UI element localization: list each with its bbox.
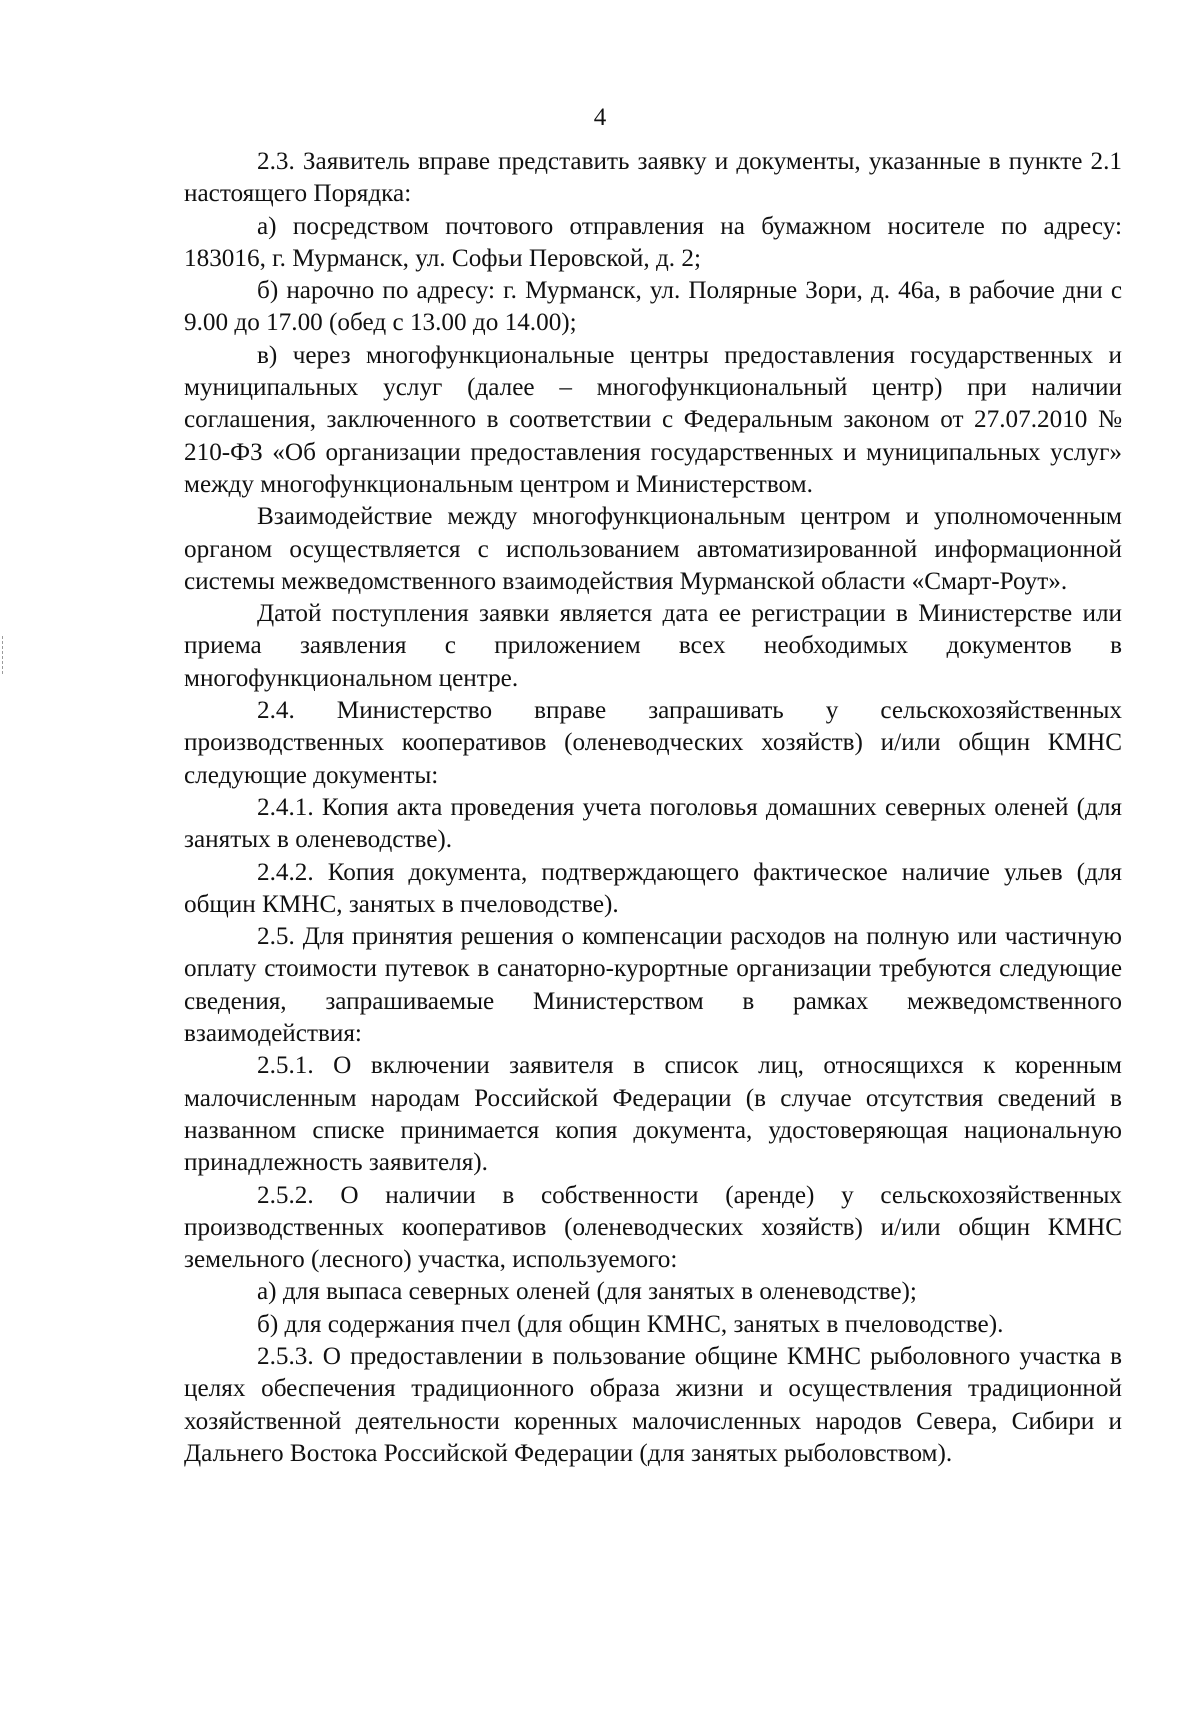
paragraph-interaction: Взаимодействие между многофункциональным центром и уполномоченным органом осуществляется с использованием автоматизированной информационной системы межведомственного взаимодействия Мурманской области «Смарт-Роут». [184,503,1122,595]
paragraph-2-4: 2.4. Министерство вправе запрашивать у сельскохозяйственных производственных кооперативов (оленеводческих хозяйств) и/или общин КМНС следующие документы: [184,697,1122,789]
paragraph-2-4-1: 2.4.1. Копия акта проведения учета поголовья домашних северных оленей (для занятых в оленеводстве). [184,793,1122,854]
paragraph-2-5: 2.5. Для принятия решения о компенсации расходов на полную или частичную оплату стоимости путевок в санаторно-курортные организации требуются следующие сведения, запрашиваемые Министерством в рамках межведомственного взаимодействия: [184,923,1122,1048]
paragraph-2-3-a: а) посредством почтового отправления на бумажном носителе по адресу: 183016, г. Мурманск, ул. Софьи Перовской, д. 2; [184,212,1122,272]
paragraph-2-5-2-b: б) для содержания пчел (для общин КМНС, занятых в пчеловодстве). [257,1310,1004,1338]
paragraph-2-5-2: 2.5.2. О наличии в собственности (аренде) у сельскохозяйственных производственных кооперативов (оленеводческих хозяйств) и/или общин КМНС земельного (лесного) участка, используемого: [184,1181,1122,1274]
paragraph-2-4-2: 2.4.2. Копия документа, подтверждающего фактическое наличие ульев (для общин КМНС, занятых в пчеловодстве). [184,858,1122,918]
paragraph-2-3-v: в) через многофункциональные центры предоставления государственных и муниципальных услуг (далее – многофункциональный центр) при наличии соглашения, заключенного в соответствии с Федеральным законом от 27.07.2010 № 210-ФЗ «Об организации предоставления государственных и муниципальных услуг» между многофункциональным центром и Министерством. [184,341,1122,498]
paragraph-2-5-3: 2.5.3. О предоставлении в пользование общине КМНС рыболовного участка в целях обеспечения традиционного образа жизни и осуществления традиционной хозяйственной деятельности коренных малочисленных народов Севера, Сибири и Дальнего Востока Российской Федерации (для занятых рыболовством). [184,1342,1122,1467]
margin-scan-mark [2,636,9,674]
paragraph-2-3-b: б) нарочно по адресу: г. Мурманск, ул. Полярные Зори, д. 46а, в рабочие дни с 9.00 до 17.00 (обед с 13.00 до 14.00); [184,277,1122,337]
page-number: 4 [593,104,607,131]
paragraph-2-5-2-a: а) для выпаса северных оленей (для занятых в оленеводстве); [257,1278,917,1306]
document-body [184,146,1122,1470]
paragraph-2-5-1: 2.5.1. О включении заявителя в список лиц, относящихся к коренным малочисленным народам Российской Федерации (в случае отсутствия сведений в названном списке принимается копия документа, удостоверяющая национальную принадлежность заявителя). [184,1052,1122,1177]
paragraph-receipt-date: Датой поступления заявки является дата ее регистрации в Министерстве или приема заявления с приложением всех необходимых документов в многофункциональном центре. [184,600,1122,692]
paragraph-2-3: 2.3. Заявитель вправе представить заявку и документы, указанные в пункте 2.1 настоящего Порядка: [184,148,1122,208]
